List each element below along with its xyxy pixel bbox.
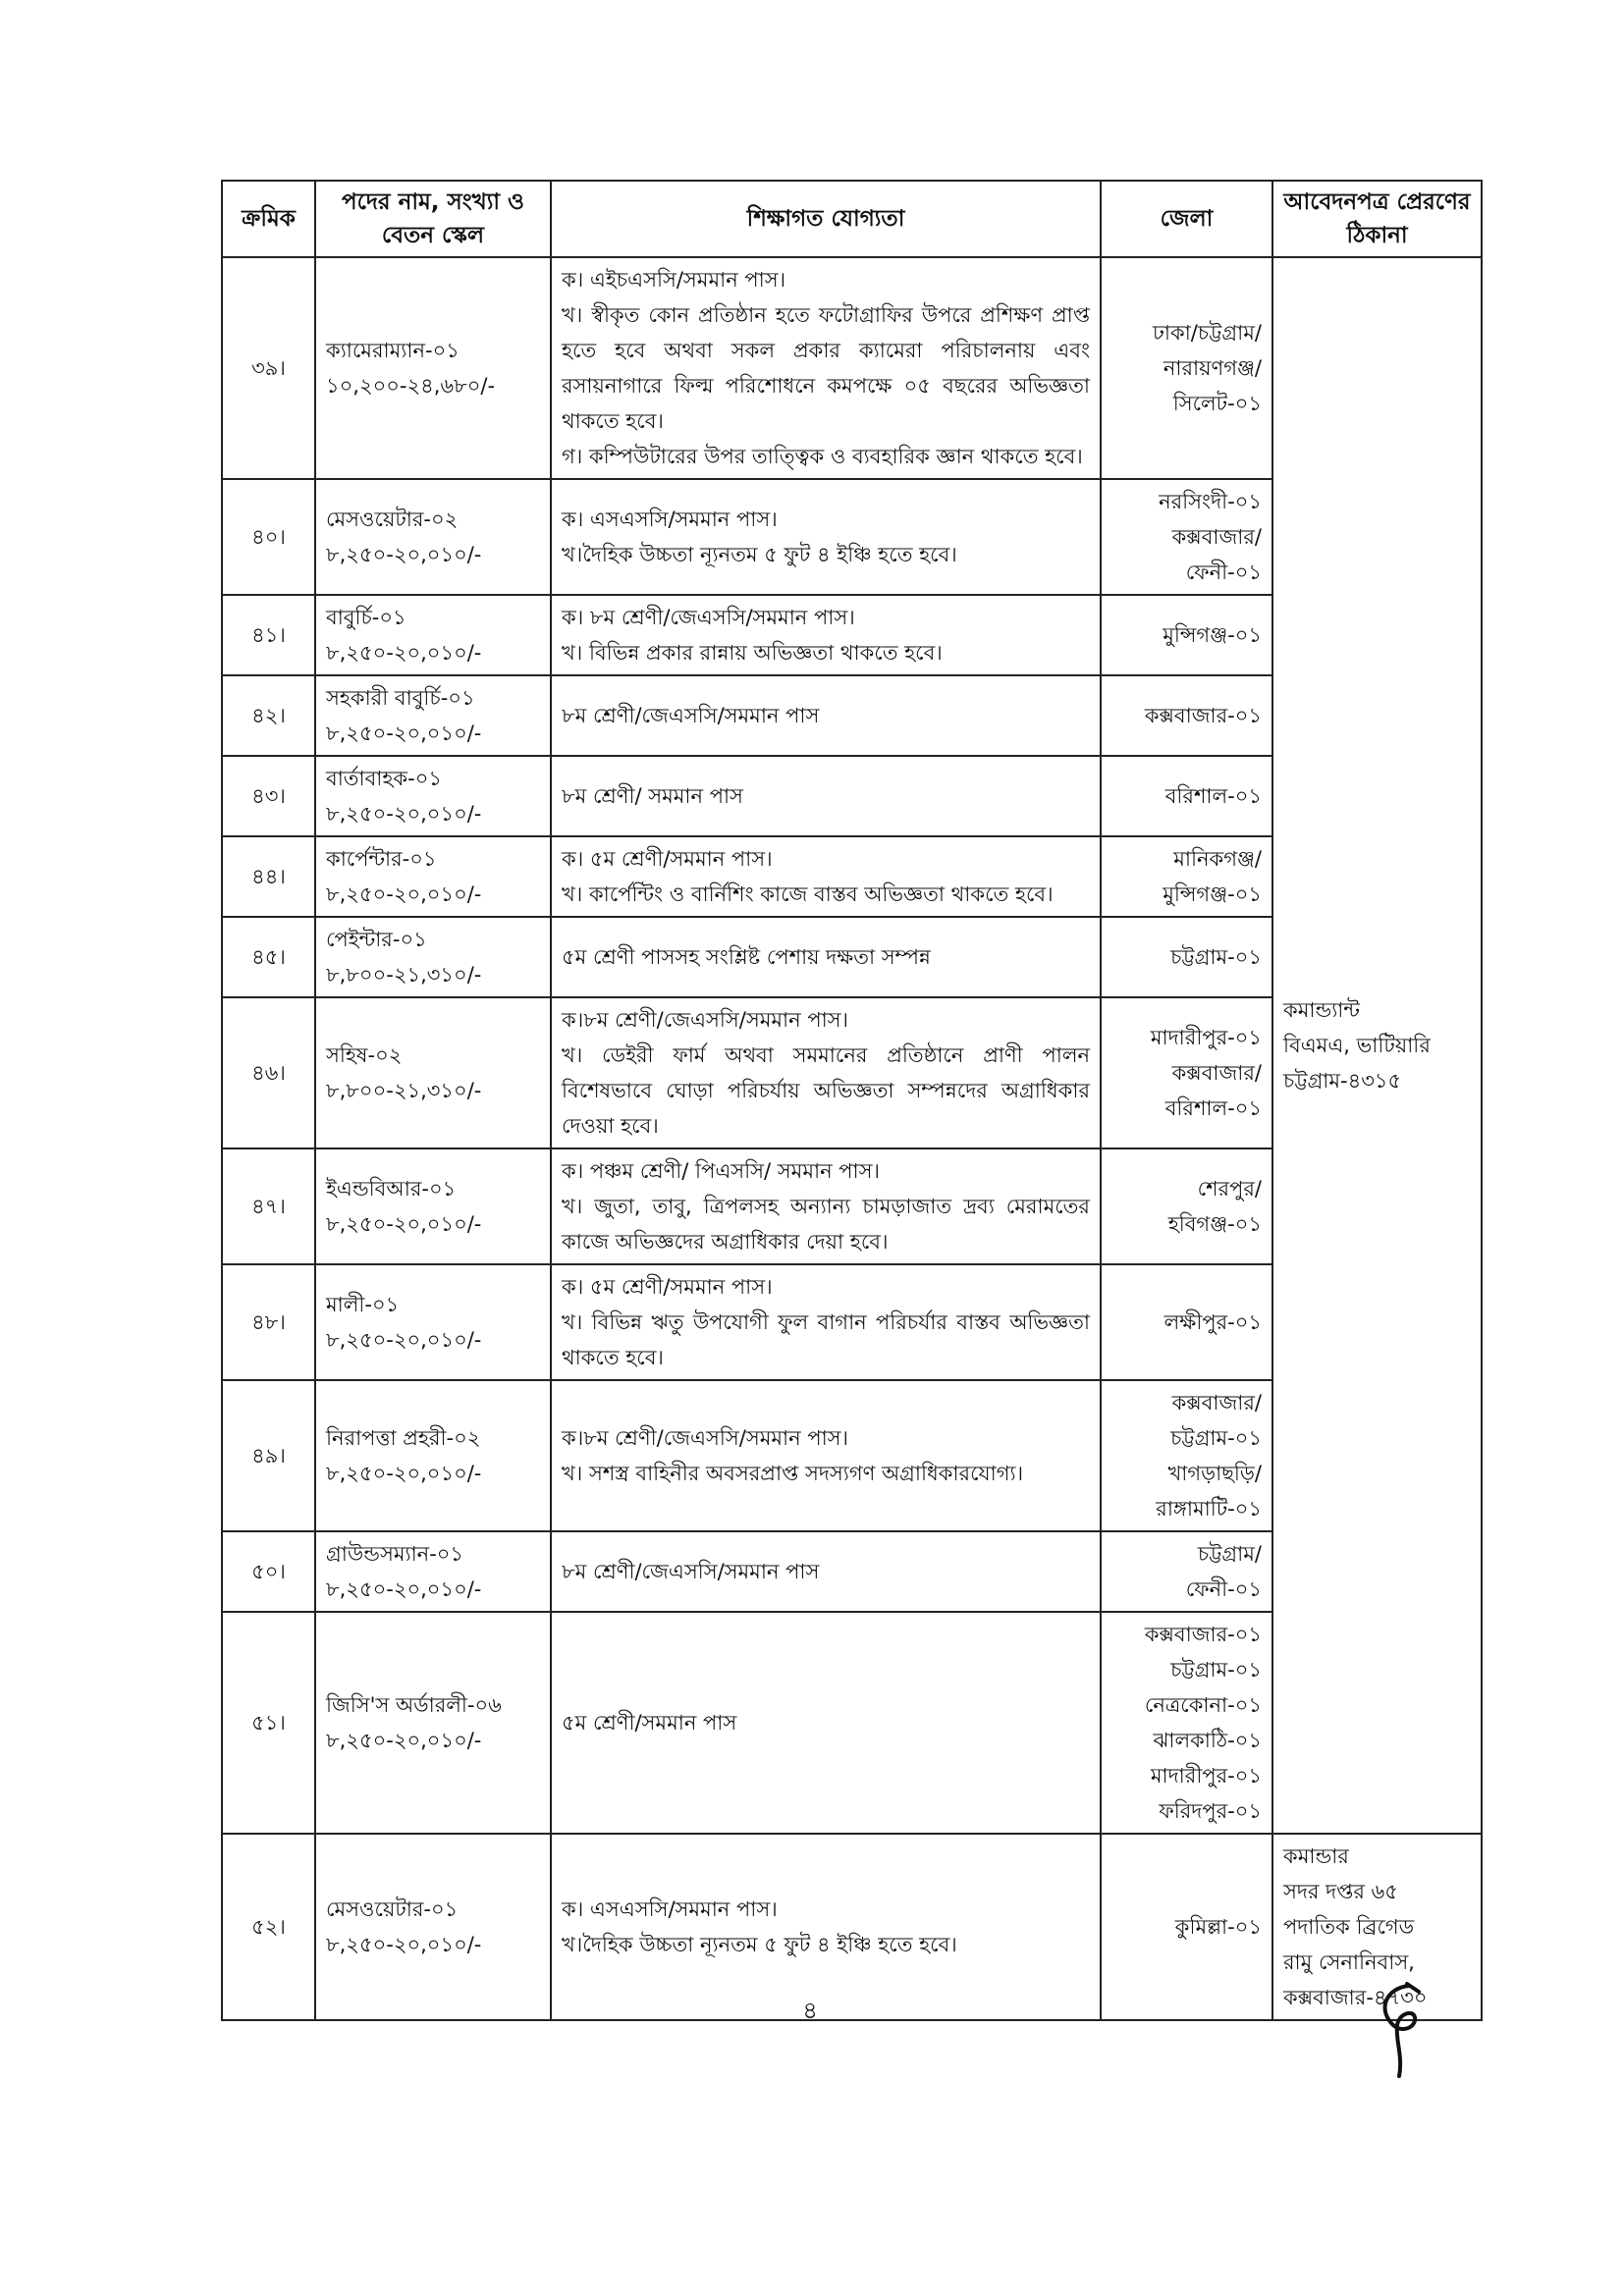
- serial-cell: ৪৬।: [222, 997, 315, 1148]
- serial-cell: ৪২।: [222, 675, 315, 756]
- post-line: মালী-০১: [326, 1293, 400, 1316]
- post-line: সহিষ-০২: [326, 1043, 403, 1067]
- qualification-line: গ। কম্পিউটারের উপর তাত্ত্বিক ও ব্যবহারিক জ্ঞান থাকতে হবে।: [562, 445, 1083, 468]
- serial-cell: ৪৩।: [222, 756, 315, 836]
- post-cell: [315, 257, 551, 479]
- qualification-line: ক। ৫ম শ্রেণী/সমমান পাস।: [562, 847, 773, 871]
- qualification-cell: [551, 479, 1101, 595]
- qualification-line: খ। ডেইরী ফার্ম অথবা সমমানের প্রতিষ্ঠানে প্রাণী পালন বিশেষভাবে ঘোড়া পরিচর্যায় অভিজ্ঞতা সম্পন্নদের অগ্রাধিকার দেওয়া হবে।: [562, 1043, 1090, 1138]
- district-line: মাদারীপুর-০১: [1150, 1026, 1262, 1049]
- district-line: কক্সবাজার/: [1171, 1391, 1262, 1415]
- post-line: বার্তাবাহক-০১: [326, 767, 442, 790]
- header-address: আবেদনপত্র প্রেরণের ঠিকানা: [1272, 181, 1482, 257]
- post-cell: [315, 1531, 551, 1612]
- district-line: ফেনী-০১: [1185, 561, 1262, 584]
- qualification-cell: [551, 997, 1101, 1148]
- post-line: ক্যামেরাম্যান-০১: [326, 339, 460, 362]
- address-line: কমান্ড্যান্ট: [1283, 998, 1360, 1022]
- serial-cell: ৫০।: [222, 1531, 315, 1612]
- post-cell: [315, 997, 551, 1148]
- district-cell: [1101, 1834, 1272, 2020]
- address-line: সদর দপ্তর ৬৫: [1283, 1880, 1398, 1903]
- post-line: ৮,২৫০-২০,০১০/-: [326, 882, 482, 906]
- qualification-line: খ।দৈহিক উচ্চতা ন্যূনতম ৫ ফুট ৪ ইঞ্চি হতে হবে।: [562, 543, 957, 566]
- post-line: ৮,২৫০-২০,০১০/-: [326, 1577, 482, 1601]
- district-line: ফরিদপুর-০১: [1159, 1799, 1262, 1823]
- district-line: চট্টগ্রাম-০১: [1170, 1426, 1262, 1450]
- district-line: শেরপুর/: [1197, 1177, 1262, 1201]
- district-line: কক্সবাজার/: [1171, 1061, 1262, 1085]
- district-line: নেত্রকোনা-০১: [1144, 1693, 1262, 1717]
- district-line: বরিশাল-০১: [1164, 1096, 1262, 1120]
- district-cell: [1101, 836, 1272, 917]
- post-cell: [315, 1148, 551, 1264]
- district-line: নারায়ণগঞ্জ/: [1163, 356, 1262, 380]
- post-line: গ্রাউন্ডসম্যান-০১: [326, 1542, 464, 1566]
- table-row: [222, 257, 1482, 479]
- district-cell: [1101, 917, 1272, 997]
- post-cell: [315, 756, 551, 836]
- post-cell: [315, 595, 551, 675]
- address-line: রামু সেনানিবাস,: [1283, 1950, 1415, 1974]
- qualification-line: ৮ম শ্রেণী/ সমমান পাস: [562, 784, 743, 808]
- qualification-cell: [551, 1264, 1101, 1380]
- post-line: বাবুর্চি-০১: [326, 606, 406, 629]
- district-cell: [1101, 595, 1272, 675]
- district-line: মানিকগঞ্জ/: [1173, 847, 1262, 871]
- district-line: খাগড়াছড়ি/: [1167, 1462, 1262, 1485]
- serial-cell: ৪৮।: [222, 1264, 315, 1380]
- post-line: ৮,২৫০-২০,০১০/-: [326, 1933, 482, 1956]
- post-line: ৮,২৫০-২০,০১০/-: [326, 802, 482, 826]
- serial-cell: ৪৪।: [222, 836, 315, 917]
- district-line: কক্সবাজার/: [1171, 525, 1262, 549]
- district-cell: [1101, 675, 1272, 756]
- post-line: ৮,৮০০-২১,৩১০/-: [326, 963, 482, 987]
- district-line: ফেনী-০১: [1185, 1577, 1262, 1601]
- qualification-cell: [551, 1380, 1101, 1531]
- district-cell: [1101, 756, 1272, 836]
- serial-cell: ৪৭।: [222, 1148, 315, 1264]
- header-qualification: শিক্ষাগত যোগ্যতা: [551, 181, 1101, 257]
- signature-mark: [1370, 1978, 1438, 2086]
- address-line: বিএমএ, ভাটিয়ারি: [1283, 1034, 1431, 1057]
- header-district: জেলা: [1101, 181, 1272, 257]
- post-line: ইএন্ডবিআর-০১: [326, 1177, 457, 1201]
- district-cell: [1101, 997, 1272, 1148]
- post-line: কার্পেন্টার-০১: [326, 847, 437, 871]
- post-cell: [315, 836, 551, 917]
- serial-cell: ৪০।: [222, 479, 315, 595]
- qualification-line: খ। স্বীকৃত কোন প্রতিষ্ঠান হতে ফটোগ্রাফির উপরে প্রশিক্ষণ প্রাপ্ত হতে হবে অথবা সকল প্রকার ক্যামেরা পরিচালনায় এবং রসায়নাগারে ফিল্ম পরিশোধনে কমপক্ষে ০৫ বছরের অভিজ্ঞতা থাকতে হবে।: [562, 303, 1090, 433]
- post-cell: [315, 675, 551, 756]
- qualification-cell: [551, 1148, 1101, 1264]
- post-line: ৮,২৫০-২০,০১০/-: [326, 1462, 482, 1485]
- district-line: মাদারীপুর-০১: [1150, 1764, 1262, 1788]
- qualification-cell: [551, 1531, 1101, 1612]
- qualification-line: খ।দৈহিক উচ্চতা ন্যূনতম ৫ ফুট ৪ ইঞ্চি হতে হবে।: [562, 1933, 957, 1956]
- post-line: ৮,২৫০-২০,০১০/-: [326, 543, 482, 566]
- qualification-cell: [551, 836, 1101, 917]
- post-line: ৮,২৫০-২০,০১০/-: [326, 1328, 482, 1352]
- district-line: বরিশাল-০১: [1164, 784, 1262, 808]
- header-post: পদের নাম, সংখ্যা ও বেতন স্কেল: [315, 181, 551, 257]
- qualification-line: ক। এসএসসি/সমমান পাস।: [562, 507, 778, 531]
- qualification-line: ক। এইচএসসি/সমমান পাস।: [562, 268, 786, 292]
- district-line: কুমিল্লা-০১: [1174, 1915, 1262, 1939]
- qualification-line: ৫ম শ্রেণী পাসসহ সংশ্লিষ্ট পেশায় দক্ষতা সম্পন্ন: [562, 945, 931, 969]
- qualification-line: ক। ৫ম শ্রেণী/সমমান পাস।: [562, 1275, 773, 1299]
- qualification-line: ক।৮ম শ্রেণী/জেএসসি/সমমান পাস।: [562, 1426, 849, 1450]
- district-cell: [1101, 257, 1272, 479]
- address-cell: [1272, 257, 1482, 1834]
- job-circular-table: [221, 180, 1483, 2021]
- post-line: ১০,২০০-২৪,৬৮০/-: [326, 374, 496, 398]
- district-line: নরসিংদী-০১: [1159, 490, 1262, 513]
- post-cell: [315, 1380, 551, 1531]
- district-line: ঢাকা/চট্টগ্রাম/: [1153, 321, 1262, 345]
- post-line: ৮,২৫০-২০,০১০/-: [326, 1212, 482, 1236]
- district-cell: [1101, 1264, 1272, 1380]
- post-line: ৮,২৫০-২০,০১০/-: [326, 1729, 482, 1752]
- qualification-line: ক। পঞ্চম শ্রেণী/ পিএসসি/ সমমান পাস।: [562, 1159, 881, 1183]
- qualification-line: খ। সশস্ত্র বাহিনীর অবসরপ্রাপ্ত সদস্যগণ অগ্রাধিকারযোগ্য।: [562, 1462, 1024, 1485]
- district-line: রাঙ্গামাটি-০১: [1156, 1497, 1262, 1521]
- post-cell: [315, 1834, 551, 2020]
- district-line: কক্সবাজার-০১: [1144, 1623, 1262, 1646]
- district-line: চট্টগ্রাম-০১: [1170, 945, 1262, 969]
- qualification-cell: [551, 595, 1101, 675]
- district-line: চট্টগ্রাম/: [1197, 1542, 1262, 1566]
- qualification-line: ৮ম শ্রেণী/জেএসসি/সমমান পাস: [562, 1560, 820, 1583]
- district-cell: [1101, 1380, 1272, 1531]
- qualification-line: ক।৮ম শ্রেণী/জেএসসি/সমমান পাস।: [562, 1008, 849, 1032]
- post-line: জিসি'স অর্ডারলী-০৬: [326, 1693, 502, 1717]
- district-line: লক্ষীপুর-০১: [1163, 1310, 1262, 1334]
- address-line: চট্টগ্রাম-৪৩১৫: [1283, 1069, 1402, 1093]
- page-number: ৪: [802, 1997, 818, 2024]
- qualification-cell: [551, 257, 1101, 479]
- qualification-line: ৮ম শ্রেণী/জেএসসি/সমমান পাস: [562, 704, 820, 727]
- district-cell: [1101, 1148, 1272, 1264]
- serial-cell: ৪৫।: [222, 917, 315, 997]
- post-line: সহকারী বাবুর্চি-০১: [326, 686, 475, 710]
- qualification-line: ক। ৮ম শ্রেণী/জেএসসি/সমমান পাস।: [562, 606, 855, 629]
- qualification-line: খ। বিভিন্ন ঋতু উপযোগী ফুল বাগান পরিচর্যার বাস্তব অভিজ্ঞতা থাকতে হবে।: [562, 1310, 1090, 1369]
- post-cell: [315, 1264, 551, 1380]
- district-line: মুন্সিগঞ্জ-০১: [1163, 623, 1262, 647]
- post-line: ৮,২৫০-২০,০১০/-: [326, 721, 482, 745]
- table-row: [222, 1834, 1482, 2020]
- post-line: ৮,২৫০-২০,০১০/-: [326, 641, 482, 665]
- address-line: পদাতিক ব্রিগেড: [1283, 1915, 1415, 1939]
- qualification-line: ক। এসএসসি/সমমান পাস।: [562, 1897, 778, 1921]
- serial-cell: ৩৯।: [222, 257, 315, 479]
- qualification-line: খ। কার্পেন্টিং ও বার্নিশিং কাজে বাস্তব অভিজ্ঞতা থাকতে হবে।: [562, 882, 1054, 906]
- district-cell: [1101, 1612, 1272, 1834]
- table-header-row: [222, 181, 1482, 257]
- address-line: কমান্ডার: [1283, 1844, 1349, 1868]
- district-line: ঝালকাঠি-০১: [1153, 1729, 1262, 1752]
- serial-cell: ৪৯।: [222, 1380, 315, 1531]
- serial-cell: ৫২।: [222, 1834, 315, 2020]
- district-line: মুন্সিগঞ্জ-০১: [1163, 882, 1262, 906]
- district-line: হবিগঞ্জ-০১: [1167, 1212, 1262, 1236]
- qualification-cell: [551, 675, 1101, 756]
- post-cell: [315, 1612, 551, 1834]
- post-cell: [315, 917, 551, 997]
- post-cell: [315, 479, 551, 595]
- qualification-line: খ। বিভিন্ন প্রকার রান্নায় অভিজ্ঞতা থাকতে হবে।: [562, 641, 943, 665]
- header-serial: ক্রমিক: [222, 181, 315, 257]
- serial-cell: ৪১।: [222, 595, 315, 675]
- qualification-cell: [551, 756, 1101, 836]
- district-line: চট্টগ্রাম-০১: [1170, 1658, 1262, 1682]
- district-line: সিলেট-০১: [1172, 392, 1262, 415]
- district-cell: [1101, 1531, 1272, 1612]
- qualification-line: ৫ম শ্রেণী/সমমান পাস: [562, 1711, 737, 1735]
- post-line: ৮,৮০০-২১,৩১০/-: [326, 1079, 482, 1102]
- qualification-line: খ। জুতা, তাবু, ত্রিপলসহ অন্যান্য চামড়াজাত দ্রব্য মেরামতের কাজে অভিজ্ঞদের অগ্রাধিকার দেয়া হবে।: [562, 1195, 1090, 1254]
- post-line: নিরাপত্তা প্রহরী-০২: [326, 1426, 481, 1450]
- qualification-cell: [551, 1612, 1101, 1834]
- qualification-cell: [551, 1834, 1101, 2020]
- post-line: মেসওয়েটার-০১: [326, 1897, 459, 1921]
- post-line: মেসওয়েটার-০২: [326, 507, 459, 531]
- address-line: কক্সবাজার-৪৭৩০: [1283, 1986, 1428, 2009]
- qualification-cell: [551, 917, 1101, 997]
- post-line: পেইন্টার-০১: [326, 928, 427, 951]
- serial-cell: ৫১।: [222, 1612, 315, 1834]
- district-cell: [1101, 479, 1272, 595]
- table-body: [222, 257, 1482, 2020]
- district-line: কক্সবাজার-০১: [1144, 704, 1262, 727]
